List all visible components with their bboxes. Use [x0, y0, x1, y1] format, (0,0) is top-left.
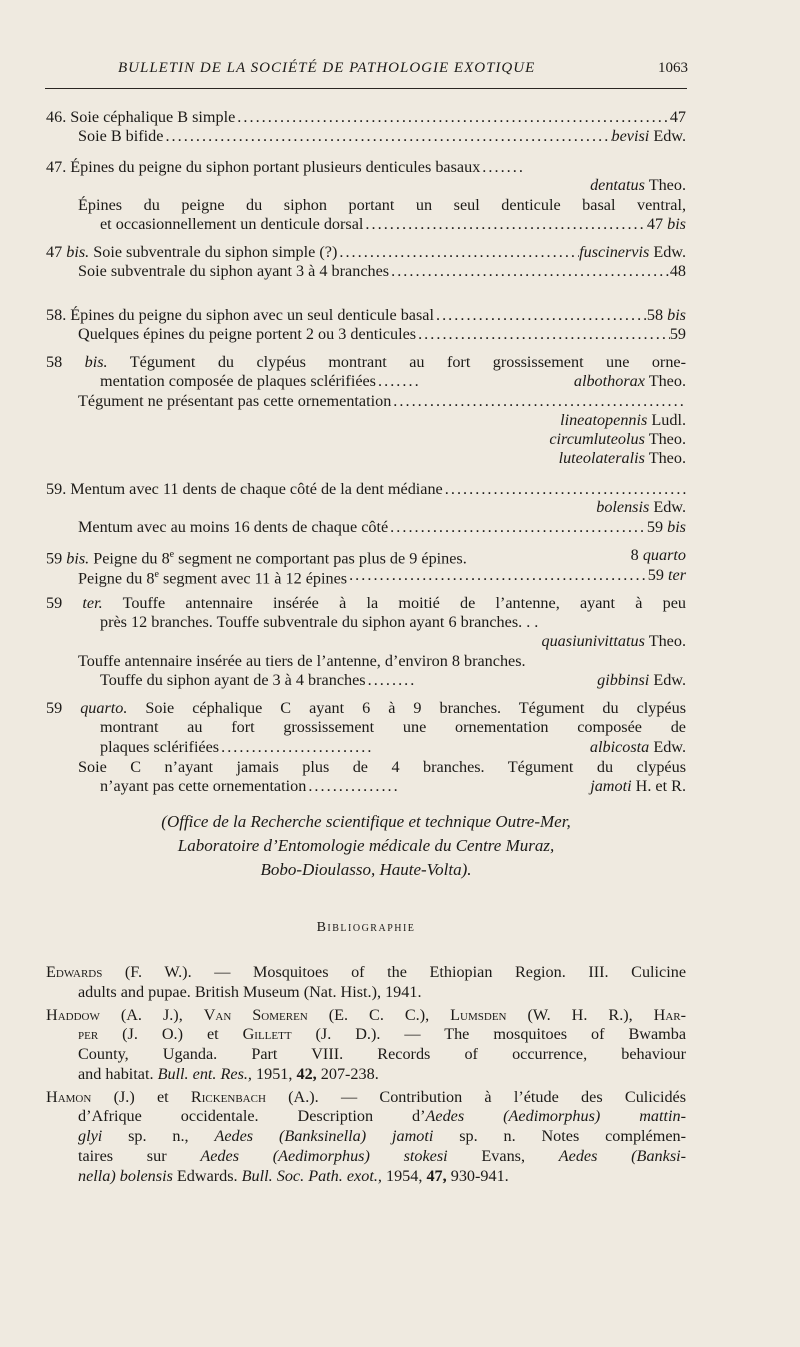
bib-entry-line: per (J. O.) et Gillett (J. D.). — The mosquitoes of Bwamba	[78, 1025, 687, 1043]
key-line: 47 bis. Soie subventrale du siphon simple (?) . . . fuscinervis Edw.	[46, 242, 686, 262]
key-line: lineatopennis Ludl.	[560, 411, 686, 429]
key-line: montrant au fort grossissement une ornementation composée de	[100, 718, 686, 736]
affiliation-line: (Office de la Recherche scientifique et technique Outre-Mer,	[161, 812, 571, 831]
bib-entry: Hamon (J.) et Rickenbach (A.). — Contribution à l’étude des Culicidés	[46, 1088, 687, 1106]
affiliation-line: Laboratoire d’Entomologie médicale du Centre Muraz,	[177, 836, 555, 855]
key-line: et occasionnellement un denticule dorsal . . . 47 bis	[100, 214, 686, 234]
bib-entry: Haddow (A. J.), Van Someren (E. C. C.), Lumsden (W. H. R.), Har-	[46, 1006, 687, 1024]
key-line: Mentum avec au moins 16 dents de chaque côté . . . 59 bis	[78, 517, 686, 537]
key-line: 59 ter. Touffe antennaire insérée à la moitié de l’antenne, ayant à peu	[46, 594, 686, 612]
bib-entry: Edwards (F. W.). — Mosquitoes of the Ethiopian Region. III. Culicine	[46, 963, 687, 981]
bibliography-heading: Bibliographie	[316, 920, 416, 935]
key-line: Quelques épines du peigne portent 2 ou 3 denticules . . . 59	[78, 324, 686, 344]
key-line: Peigne du 8e segment avec 11 à 12 épines . . . 59 ter	[78, 565, 686, 585]
key-line: plaques sclérifiées . . . albicosta Edw.	[100, 737, 686, 757]
key-line: près 12 branches. Touffe subventrale du siphon ayant 6 branches. . .	[100, 613, 539, 631]
key-line: Soie B bifide . . . bevisi Edw.	[78, 126, 686, 146]
key-line: Tégument ne présentant pas cette ornementation . . .	[78, 391, 686, 411]
key-line: 59 bis. Peigne du 8e segment ne comportant pas plus de 9 épines. 8 quarto	[46, 546, 686, 568]
key-line: 46. Soie céphalique B simple . . . 47	[46, 107, 686, 127]
key-line: luteolateralis Theo.	[558, 449, 686, 467]
page-number: 1063	[658, 60, 688, 76]
journal-title: BULLETIN DE LA SOCIÉTÉ DE PATHOLOGIE EXOTIQUE	[118, 60, 536, 76]
key-line: Soie subventrale du siphon ayant 3 à 4 branches . . . 48	[78, 261, 686, 281]
bib-entry-line: glyi sp. n., Aedes (Banksinella) jamoti sp. n. Notes complémen-	[78, 1127, 686, 1145]
key-line: 59 quarto. Soie céphalique C ayant 6 à 9 branches. Tégument du clypéus	[46, 699, 687, 717]
key-line: bolensis Edw.	[596, 498, 686, 516]
key-line: dentatus Theo.	[590, 176, 686, 194]
bib-entry-line: adults and pupae. British Museum (Nat. Hist.), 1941.	[78, 983, 422, 1001]
key-line: n’ayant pas cette ornementation . . . jamoti H. et R.	[100, 776, 686, 796]
key-line: quasiunivittatus Theo.	[541, 632, 686, 650]
key-line: 58. Épines du peigne du siphon avec un seul denticule basal . . . 58 bis	[46, 305, 686, 325]
header-rule	[45, 88, 687, 89]
affiliation-line: Bobo-Dioulasso, Haute-Volta).	[260, 860, 472, 879]
key-line: circumluteolus Theo.	[549, 430, 686, 448]
key-line: 58 bis. Tégument du clypéus montrant au fort grossissement une orne-	[46, 353, 686, 371]
key-line: Touffe antennaire insérée au tiers de l’antenne, d’environ 8 branches.	[78, 652, 526, 670]
bib-entry-line: County, Uganda. Part VIII. Records of occurrence, behaviour	[78, 1045, 686, 1063]
bib-entry-line: taires sur Aedes (Aedimorphus) stokesi Evans, Aedes (Banksi-	[78, 1147, 687, 1165]
key-line: 59. Mentum avec 11 dents de chaque côté de la dent médiane . . .	[46, 479, 686, 499]
bib-entry-line: d’Afrique occidentale. Description d’Aedes (Aedimorphus) mattin-	[78, 1107, 686, 1125]
key-line: Épines du peigne du siphon portant un seul denticule basal ventral,	[78, 196, 686, 214]
bib-entry-line: nella) bolensis Edwards. Bull. Soc. Path. exot., 1954, 47, 930-941.	[78, 1167, 509, 1185]
key-line: Soie C n’ayant jamais plus de 4 branches. Tégument du clypéus	[78, 758, 686, 776]
key-line: Touffe du siphon ayant de 3 à 4 branches . . . gibbinsi Edw.	[100, 670, 686, 690]
key-line: mentation composée de plaques sclérifiées . . . albothorax Theo.	[100, 371, 686, 391]
running-header	[118, 60, 688, 82]
key-line: 47. Épines du peigne du siphon portant plusieurs denticules basaux . . .	[46, 157, 686, 177]
bib-entry-line: and habitat. Bull. ent. Res., 1951, 42, 207-238.	[78, 1065, 379, 1083]
